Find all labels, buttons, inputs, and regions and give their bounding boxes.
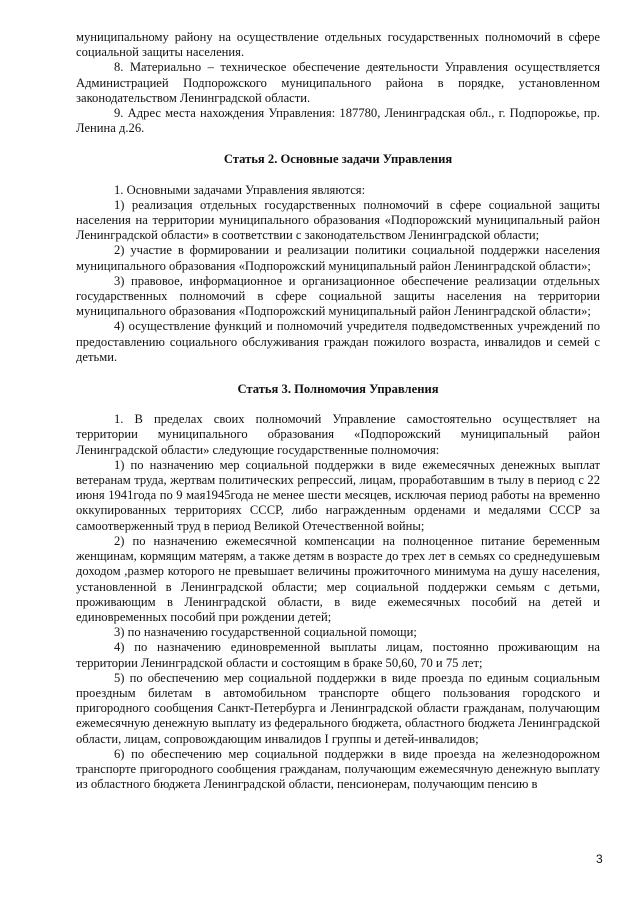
article-3-paragraph: 2) по назначению ежемесячной компенсации на полноценное питание беременным женщинам, кормящим матерям, а также детям в возрасте до трех лет в семьях со среднедушевым доходом ,размер которого не превышает величины прожиточного минимума на душу населения, установленной в Ленинградской области; мер социальной поддержки семьям с детьми, проживающим в Ленинградской области, в виде ежемесячных пособий на детей и единовременных пособий при рождении детей; [76,533,600,624]
article-2-number: Статья 2 [223,152,275,167]
article-2-paragraph: 2) участие в формировании и реализации политики социальной поддержки населения муниципального образования «Подпорожский муниципальный район Ленинградской области»; [76,243,600,273]
intro-paragraph: муниципальному району на осуществление отдельных государственных полномочий в сфере социальной защиты населения. [76,30,600,60]
intro-paragraph: 8. Материально – техническое обеспечение деятельности Управления осуществляется Администрацией Подпорожского муниципального района в порядке, установленном законодательством Ленинградской области. [76,60,600,105]
article-3-number: Статья 3 [237,382,288,397]
document-page [76,30,600,792]
article-3-paragraph: 5) по обеспечению мер социальной поддержки в виде проезда по единым социальным проездным билетам в автомобильном транспорте общего пользования городского и пригородного сообщения Санкт-Петербурга и Ленинградской области гражданам, получающим ежемесячную денежную выплату из федерального бюджета, областного бюджета Ленинградской области, лицам, сопровождающим инвалидов I группы и детей-инвалидов; [76,670,600,746]
article-2-heading [76,152,600,167]
article-3-title: . Полномочия Управления [287,382,439,397]
article-2-paragraph: 4) осуществление функций и полномочий учредителя подведомственных учреждений по предоставлению социального обслуживания граждан пожилого возраста, инвалидов и семей с детьми. [76,319,600,364]
article-2-title: . Основные задачи Управления [274,152,453,167]
intro-paragraph: 9. Адрес места нахождения Управления: 187780, Ленинградская обл., г. Подпорожье, пр. Ленина д.26. [76,106,600,136]
article-3-heading [76,382,600,397]
article-3-paragraph: 1. В пределах своих полномочий Управление самостоятельно осуществляет на территории муниципального образования «Подпорожский муниципальный район Ленинградской области» следующие государственные полномочия: [76,412,600,457]
article-3-paragraph: 6) по обеспечению мер социальной поддержки в виде проезда на железнодорожном транспорте пригородного сообщения гражданам, получающим ежемесячную денежную выплату из областного бюджета Ленинградской области, пенсионерам, получающим пенсию в [76,746,600,792]
article-3-paragraph: 3) по назначению государственной социальной помощи; [114,625,417,640]
article-2-paragraph: 1) реализация отдельных государственных полномочий в сфере социальной защиты населения на территории муниципального образования «Подпорожский муниципальный район Ленинградской области» в соответствии с законодательством Ленинградской области; [76,197,600,243]
article-3-paragraph: 1) по назначению мер социальной поддержки в виде ежемесячных денежных выплат ветеранам труда, жертвам политических репрессий, лицам, проработавшим в тылу в период с 22 июня 1941года по 9 мая1945года не менее шести месяцев, исключая период работы на временно оккупированных территориях СССР, либо награжденным орденами и медалями СССР за самоотверженный труд в период Великой Отечественной войны; [76,457,600,533]
article-3-paragraph: 4) по назначению единовременной выплаты лицам, постоянно проживающим на территории Ленинградской области и состоящим в браке 50,60, 70 и 75 лет; [76,640,600,670]
article-2-paragraph: 1. Основными задачами Управления являются: [114,182,366,197]
article-2-paragraph: 3) правовое, информационное и организационное обеспечение реализации отдельных государственных полномочий в сфере социальной защиты населения на территории муниципального образования «Подпорожский муниципальный район Ленинградской области»; [76,273,600,319]
page-number: 3 [596,852,603,866]
